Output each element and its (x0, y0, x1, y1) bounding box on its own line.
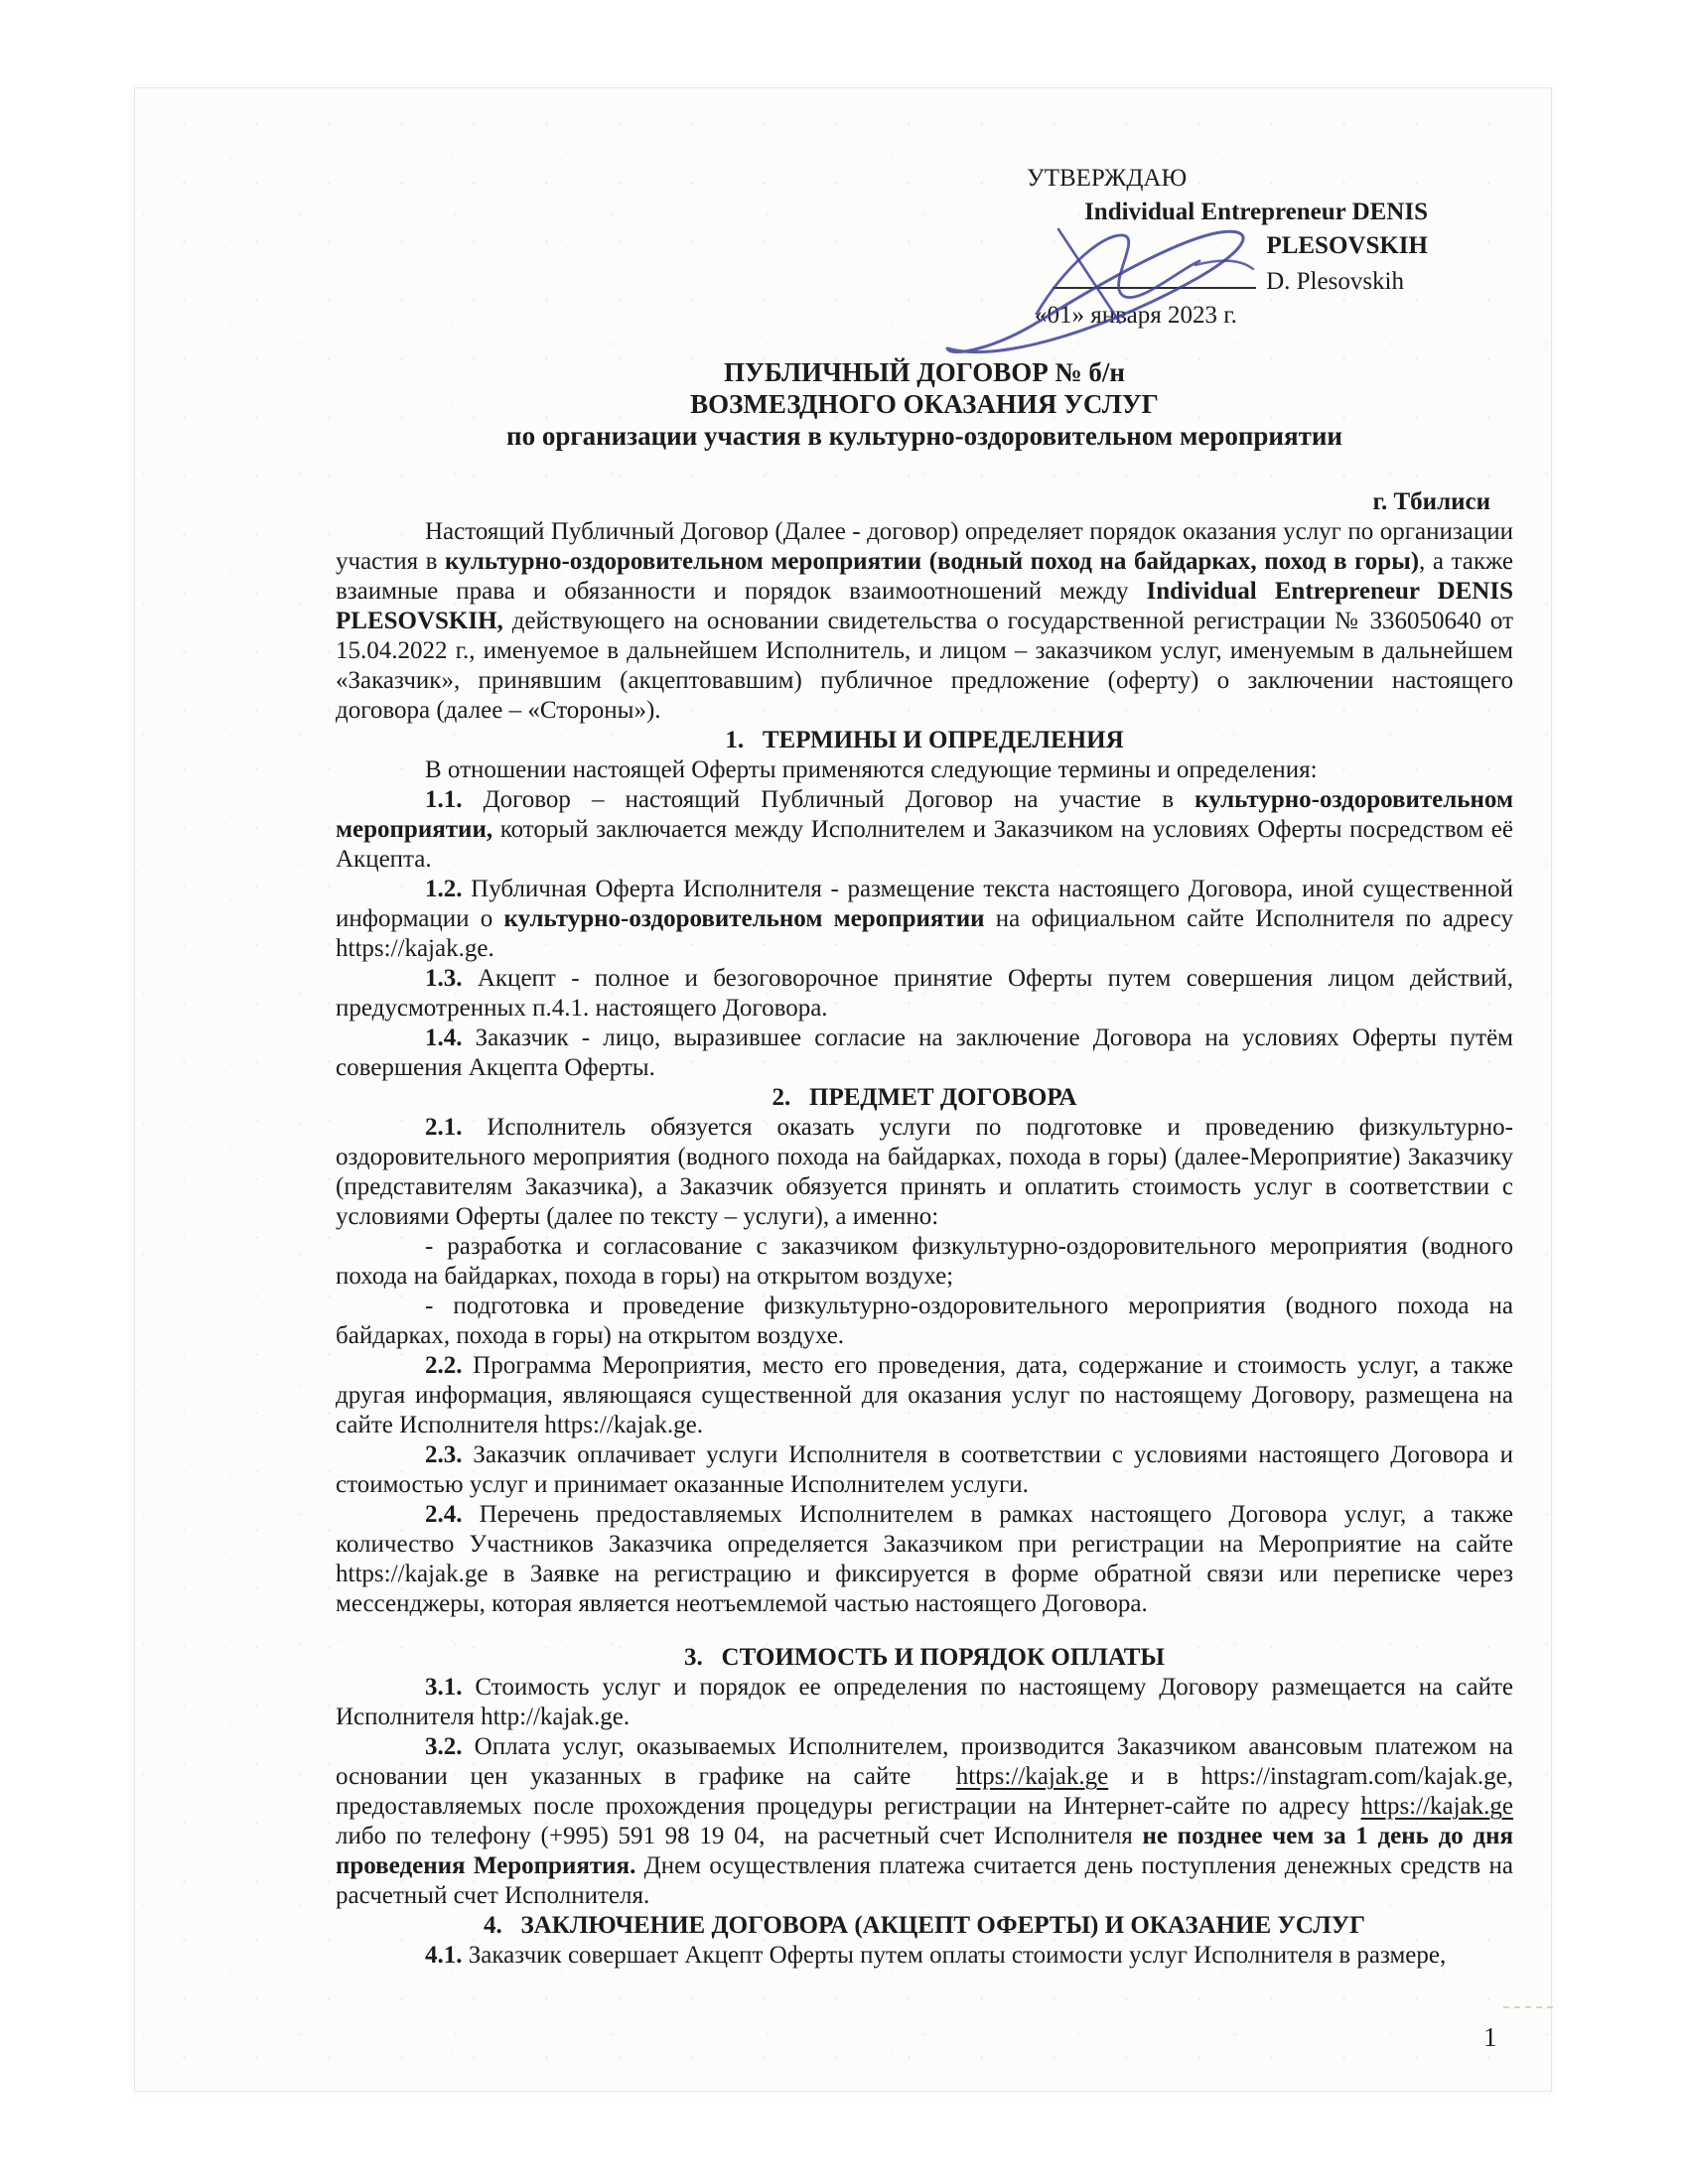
text-run: 2. ПРЕДМЕТ ДОГОВОРА (772, 1084, 1077, 1111)
page-number: 1 (1483, 2022, 1497, 2052)
text-run: культурно-оздоровительном мероприятии (водный поход на байдарках, поход в горы) (444, 548, 1420, 575)
clause-3-2 (336, 1732, 1513, 1911)
scan-artifact-dashes (1503, 2006, 1553, 2008)
text-run: Оплата услуг, оказываемых Исполнителем, производится Заказчиком авансовым платежом на основании цен указанных в графике на сайте (336, 1733, 1513, 1790)
scan-page (134, 87, 1552, 2092)
text-run: 2.1. (425, 1114, 463, 1141)
approval-block (1027, 162, 1428, 333)
section-2-heading (336, 1083, 1513, 1113)
text-run: 3. СТОИМОСТЬ И ПОРЯДОК ОПЛАТЫ (684, 1644, 1165, 1671)
clause-1-1 (336, 785, 1513, 875)
text-run: который заключается между Исполнителем и Заказчиком на условиях Оферты посредством её Акцепта. (336, 816, 1513, 873)
text-run: 4. ЗАКЛЮЧЕНИЕ ДОГОВОРА (АКЦЕПТ ОФЕРТЫ) И ОКАЗАНИЕ УСЛУГ (483, 1912, 1366, 1939)
clause-2-2 (336, 1351, 1513, 1440)
text-run: Договор – настоящий Публичный Договор на участие в (462, 786, 1196, 813)
text-run: 1.3. (425, 965, 463, 992)
text-run: Исполнитель обязуется оказать услуги по подготовке и проведению физкультурно-оздоровительного мероприятия (водного похода на байдарках, похода в горы) (далее-Мероприятие) Заказчику (представителям Заказчика), а Заказчик обязуется принять и оплатить стоимость услуг в соответствии с условиями Оферты (далее по тексту – услуги), а именно: (336, 1114, 1513, 1230)
title-line-3: по организации участия в культурно-оздоровительном мероприятии (506, 421, 1342, 451)
text-run: культурно-оздоровительном мероприятии (503, 905, 985, 932)
clause-2-4 (336, 1500, 1513, 1619)
text-run: 1.1. (425, 786, 463, 813)
clause-1-3 (336, 964, 1513, 1024)
title-line-1: ПУБЛИЧНЫЙ ДОГОВОР № б/н (724, 357, 1125, 387)
text-run: , а также взаимные права и обязанности и порядок взаимоотношений между (336, 548, 1513, 605)
bullet-item-1 (336, 1232, 1513, 1292)
text-run: 2.2. (425, 1352, 463, 1379)
text-run: 1.4. (425, 1024, 463, 1051)
clause-2-3 (336, 1440, 1513, 1500)
text-run: Individual Entrepreneur DENIS PLESOVSKIH, (336, 578, 1513, 634)
signature-row (1027, 263, 1428, 299)
text-run: https://kajak.ge (955, 1763, 1109, 1790)
text-run: Настоящий Публичный Договор (Далее - договор) определяет порядок оказания услуг по организации участия в (336, 518, 1513, 575)
terms-intro-paragraph (336, 755, 1513, 785)
text-run: Заказчик - лицо, выразившее согласие на заключение Договора на условиях Оферты путём совершения Акцепта Оферты. (336, 1024, 1513, 1081)
text-run: Акцепт - полное и безоговорочное принятие Оферты путем совершения лицом действий, предусмотренных п.4.1. настоящего Договора. (336, 965, 1513, 1022)
text-run: 1. ТЕРМИНЫ И ОПРЕДЕЛЕНИЯ (725, 727, 1124, 753)
document-body (336, 517, 1513, 1971)
text-run: и в https://instagram.com/kajak.ge, предоставляемых после прохождения процедуры регистрации на Интернет-сайте по адресу (336, 1763, 1513, 1820)
text-run: 3.1. (425, 1674, 463, 1701)
clause-3-1 (336, 1673, 1513, 1732)
text-run: действующего на основании свидетельства о государственной регистрации № 336050640 от 15.04.2022 г., именуемое в дальнейшем Исполнитель, и лицом – заказчиком услуг, именуемым в дальнейшем «Заказчик», принявшим (акцептовавшим) публичное предложение (оферту) о заключении настоящего договора (далее – «Стороны»). (336, 608, 1513, 724)
section-1-heading (336, 726, 1513, 755)
approval-label: УТВЕРЖДАЮ (1027, 165, 1188, 192)
clause-1-2 (336, 875, 1513, 964)
text-run: 3.2. (425, 1733, 463, 1760)
signer-name: D. Plesovskih (1266, 268, 1404, 295)
text-run: Перечень предоставляемых Исполнителем в рамках настоящего Договора услуг, а также количество Участников Заказчика определяется Заказчиком при регистрации на Мероприятие на сайте https://kajak.ge в Заявке на регистрацию и фиксируется в форме обратной связи или переписке через мессенджеры, которая является неотъемлемой частью настоящего Договора. (336, 1501, 1513, 1617)
section-4-heading (336, 1911, 1513, 1941)
text-run: Днем осуществления платежа считается день поступления денежных средств на расчетный счет Исполнителя. (336, 1852, 1513, 1909)
text-run: Публичная Оферта Исполнителя - размещение текста настоящего Договора, иной существенной информации о (336, 876, 1513, 932)
text-run: либо по телефону (+995) 591 98 19 04, на расчетный счет Исполнителя (336, 1823, 1143, 1849)
text-run: не позднее чем за 1 день до дня проведения Мероприятия. (336, 1823, 1513, 1879)
clause-4-1 (336, 1941, 1513, 1971)
entrepreneur-name-line1: Individual Entrepreneur DENIS (1084, 199, 1428, 225)
city-label: г. Тбилиси (1372, 488, 1490, 515)
page-content (135, 88, 1551, 2091)
intro-paragraph (336, 517, 1513, 726)
title-line-2: ВОЗМЕЗДНОГО ОКАЗАНИЯ УСЛУГ (690, 389, 1159, 419)
text-run: https://kajak.ge (1360, 1793, 1513, 1820)
text-run: В отношении настоящей Оферты применяются следующие термины и определения: (425, 756, 1318, 783)
section-3-heading (336, 1643, 1513, 1673)
text-run: 4.1. (425, 1942, 463, 1969)
text-run: 2.4. (425, 1501, 463, 1528)
text-run: Стоимость услуг и порядок ее определения по настоящему Договору размещается на сайте Исполнителя http://kajak.ge. (336, 1674, 1513, 1730)
clause-1-4 (336, 1024, 1513, 1083)
bullet-item-2 (336, 1292, 1513, 1351)
clause-2-1 (336, 1113, 1513, 1232)
signature-line (1053, 263, 1256, 289)
text-run: Программа Мероприятия, место его проведения, дата, содержание и стоимость услуг, а также другая информация, являющаяся существенной для оказания услуг по настоящему Договору, размещена на сайте Исполнителя https://kajak.ge. (336, 1352, 1513, 1438)
text-run: - подготовка и проведение физкультурно-оздоровительного мероприятия (водного похода на байдарках, похода в горы) на открытом воздухе. (336, 1293, 1513, 1349)
text-run: культурно-оздоровительном мероприятии, (336, 786, 1513, 843)
text-run: 2.3. (425, 1441, 463, 1468)
text-run: - разработка и согласование с заказчиком физкультурно-оздоровительного мероприятия (водного похода на байдарках, похода в горы) на открытом воздухе; (336, 1233, 1513, 1290)
text-run: Заказчик оплачивает услуги Исполнителя в соответствии с условиями настоящего Договора и стоимостью услуг и принимает оказанные Исполнителем услуги. (336, 1441, 1513, 1498)
text-run: Заказчик совершает Акцепт Оферты путем оплаты стоимости услуг Исполнителя в размере, (462, 1942, 1447, 1969)
text-run: 1.2. (425, 876, 463, 902)
approval-date: «01» января 2023 г. (1035, 302, 1237, 329)
text-run: на официальном сайте Исполнителя по адресу https://kajak.ge. (336, 905, 1513, 962)
entrepreneur-name-line2: PLESOVSKIH (1266, 232, 1428, 259)
